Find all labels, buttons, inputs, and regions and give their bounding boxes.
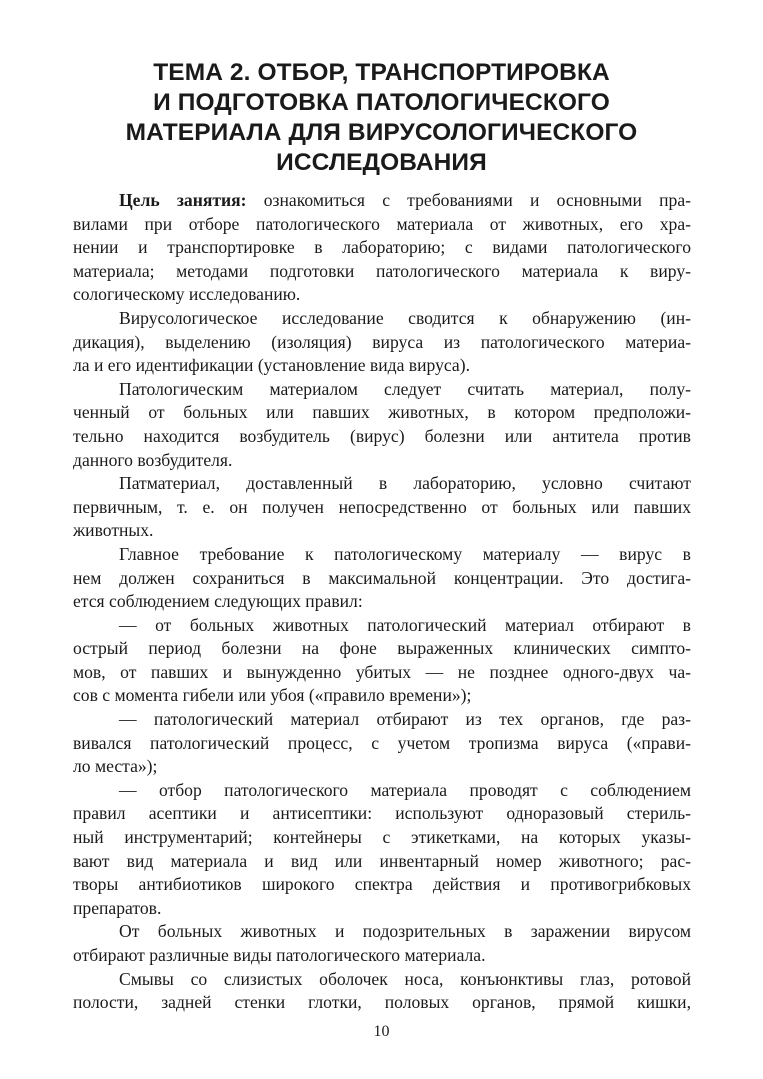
text-line: ется соблюдением следующих правил: (73, 591, 363, 612)
text-line: нем должен сохраниться в максимальной концентрации. Это достига- (73, 567, 691, 588)
paragraph (73, 543, 691, 614)
text-line: Вирусологическое исследование сводится к обнаружению (ин- (119, 307, 691, 328)
text-line: Патматериал, доставленный в лабораторию, условно считают (119, 473, 691, 494)
text-line: — отбор патологического материала проводят с соблюдением (119, 779, 691, 800)
paragraph (73, 307, 691, 378)
text-line: вилами при отборе патологического материала от животных, его хра- (73, 213, 691, 234)
paragraph (73, 920, 691, 967)
text-line: первичным, т. е. он получен непосредственно от больных или павших (73, 496, 691, 517)
text-line: правил асептики и антисептики: используют одноразовый стериль- (73, 803, 691, 824)
text-line: препаратов. (73, 897, 162, 918)
text-line: ный инструментарий; контейнеры с этикетками, на которых указы- (73, 827, 691, 848)
text-line: вают вид материала и вид или инвентарный номер животного; рас- (73, 850, 691, 871)
rule-item (73, 708, 691, 779)
text-line: ло места»); (73, 756, 158, 777)
goal-paragraph (73, 189, 691, 307)
text-line: нении и транспортировке в лабораторию; с видами патологического (73, 237, 691, 258)
text-line: Патологическим материалом следует считать материал, полу- (119, 378, 691, 399)
page-number: 10 (373, 1023, 390, 1040)
text-line: От больных животных и подозрительных в заражении вирусом (119, 921, 691, 942)
text-line: сов с момента гибели или убоя («правило времени»); (73, 685, 472, 706)
text-line: — от больных животных патологический материал отбирают в (119, 614, 691, 635)
text-line (73, 189, 691, 213)
paragraph (73, 968, 691, 1015)
text-line: материала; методами подготовки патологического материала к виру- (73, 260, 691, 281)
title-line: И ПОДГОТОВКА ПАТОЛОГИЧЕСКОГО (153, 89, 610, 116)
rule-item (73, 779, 691, 921)
text-line: вивался патологический процесс, с учетом тропизма вируса («прави- (73, 732, 691, 753)
title-line: ИССЛЕДОВАНИЯ (276, 149, 487, 176)
text-line: сологическому исследованию. (73, 284, 301, 305)
title-line: ТЕМА 2. ОТБОР, ТРАНСПОРТИРОВКА (153, 59, 610, 86)
title-line: МАТЕРИАЛА ДЛЯ ВИРУСОЛОГИЧЕСКОГО (125, 119, 638, 146)
text-line: Смывы со слизистых оболочек носа, конъюнктивы глаз, ротовой (119, 968, 691, 989)
text-line: острый период болезни на фоне выраженных клинических симпто- (73, 638, 691, 659)
text-line: животных. (73, 520, 154, 541)
text-line: данного возбудителя. (73, 449, 233, 470)
paragraph (73, 472, 691, 543)
text-line: полости, задней стенки глотки, половых органов, прямой кишки, (73, 992, 691, 1013)
text-line: творы антибиотиков широкого спектра действия и противогрибковых (73, 874, 691, 895)
text-line: Главное требование к патологическому материалу — вирус в (119, 543, 691, 564)
text-line: ченный от больных или павших животных, в котором предположи- (73, 402, 691, 423)
rule-item (73, 614, 691, 708)
goal-label: Цель занятия: (119, 190, 247, 210)
text-line: отбирают различные виды патологического материала. (73, 945, 486, 965)
paragraph (73, 378, 691, 472)
text-line: тельно находится возбудитель (вирус) болезни или антитела против (73, 425, 691, 446)
text-line: мов, от павших и вынужденно убитых — не позднее одного-двух ча- (73, 661, 691, 682)
text-line: дикация), выделению (изоляция) вируса из патологического материа- (73, 331, 691, 352)
text-line: — патологический материал отбирают из тех органов, где раз- (119, 709, 691, 730)
page-title (70, 58, 693, 178)
text-line: ла и его идентификации (установление вида вируса). (73, 355, 470, 376)
body-text (73, 189, 691, 1015)
goal-intro: ознакомиться с требованиями и основными пра- (263, 190, 692, 210)
